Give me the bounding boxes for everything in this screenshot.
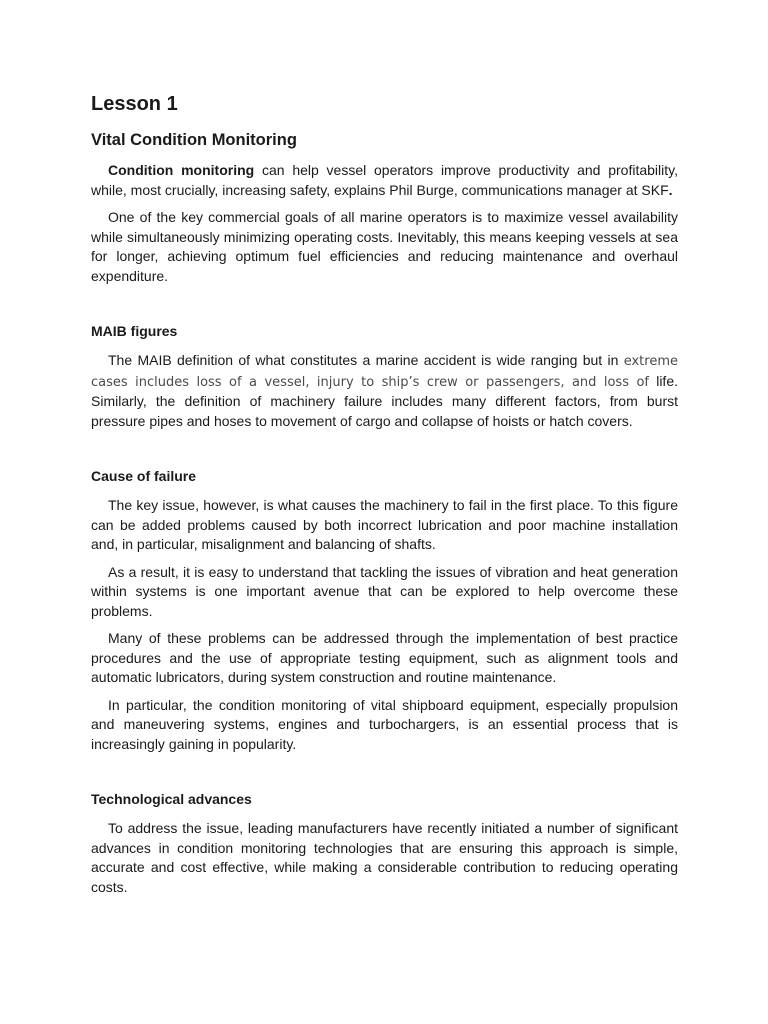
- spacer: [91, 555, 678, 563]
- intro-lead-term: Condition monitoring: [108, 162, 255, 178]
- maib-text-start: The MAIB definition of what constitutes a marine accident is wide ranging but in: [108, 352, 624, 368]
- section-heading-maib: MAIB figures: [91, 323, 178, 339]
- paragraph-cause-3: Many of these problems can be addressed through the implementation of best practice procedures and the use of appropriate testing equipment, such as alignment tools and automatic lubricators, during system construction and routine maintenance.: [91, 630, 678, 685]
- paragraph-cause-1: The key issue, however, is what causes the machinery to fail in the first place. To this figure can be added problems caused by both incorrect lubrication and poor machine installation and, in particular, misalignment and balancing of shafts.: [91, 497, 678, 552]
- spacer: [91, 341, 678, 351]
- intro-text: can help vessel operators improve productivity and profitability, while, most crucially, increasing safety, explains Phil Burge, communications manager at SKF: [91, 162, 678, 198]
- spacer: [91, 621, 678, 629]
- intro-end-mark: .: [668, 181, 673, 198]
- spacer: [91, 486, 678, 496]
- spacer: [91, 151, 678, 161]
- lesson-title: Lesson 1: [91, 93, 178, 115]
- spacer: [91, 688, 678, 696]
- paragraph-commercial-goals: One of the key commercial goals of all marine operators is to maximize vessel availability while simultaneously minimizing operating costs. Inevitably, this means keeping vessels at sea for longer, achieving optimum fuel efficiencies and reducing maintenance and overhaul expenditure.: [91, 209, 678, 284]
- maib-text-end: life. Similarly, the definition of machinery failure includes many different factors, from burst pressure pipes and hoses to movement of cargo and collapse of hoists or hatch covers.: [91, 372, 678, 429]
- section-heading-cause: Cause of failure: [91, 468, 197, 484]
- spacer: [91, 200, 678, 208]
- intro-paragraph: [91, 161, 678, 200]
- spacer: [91, 809, 678, 819]
- maib-text-grey: extreme cases includes loss of a vessel, injury to ship’s crew or passengers, and loss of: [91, 354, 678, 390]
- spacer: [91, 286, 678, 322]
- paragraph-tech-1: To address the issue, leading manufacturers have recently initiated a number of significant advances in condition monitoring technologies that are ensuring this approach is simple, accurate and cost effective, while making a considerable contribution to reducing operating costs.: [91, 820, 678, 895]
- spacer: [91, 431, 678, 467]
- spacer: [91, 754, 678, 790]
- article-title: Vital Condition Monitoring: [91, 131, 297, 149]
- paragraph-cause-4: In particular, the condition monitoring of vital shipboard equipment, especially propulsion and maneuvering systems, engines and turbochargers, is an essential process that is increasingly gaining in popularity.: [91, 696, 678, 752]
- paragraph-cause-2: As a result, it is easy to understand that tackling the issues of vibration and heat generation within systems is one important avenue that can be explored to help overcome these problems.: [91, 563, 678, 619]
- paragraph-maib-definition: [91, 351, 678, 431]
- section-heading-tech: Technological advances: [91, 791, 252, 807]
